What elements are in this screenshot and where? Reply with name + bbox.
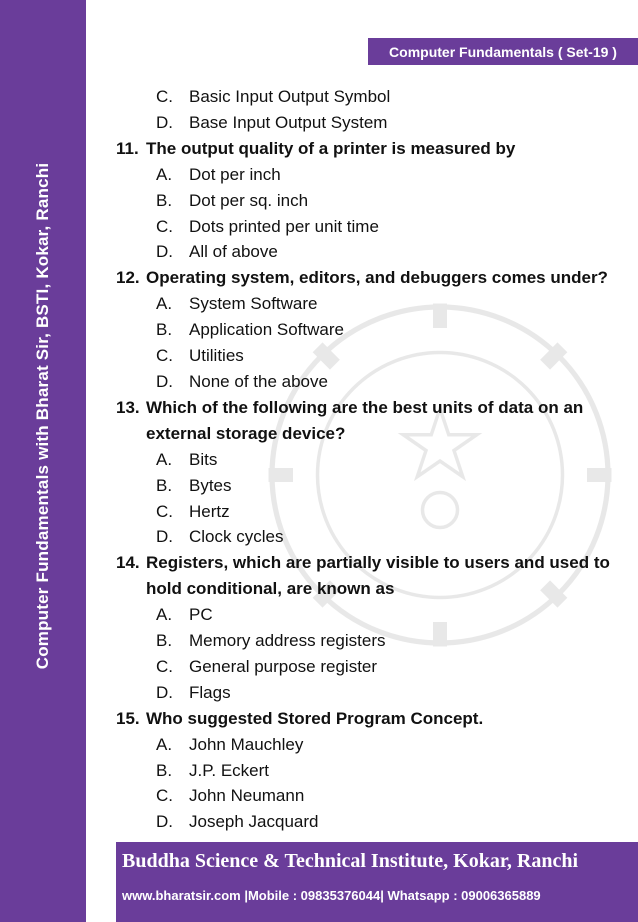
- question-number: 12.: [116, 268, 140, 288]
- option-text: Dot per inch: [189, 164, 281, 184]
- option-item: [116, 162, 616, 188]
- question-number: 13.: [116, 397, 140, 417]
- option-item: [116, 214, 616, 240]
- option-text: Basic Input Output Symbol: [189, 87, 391, 106]
- option-text: Clock cycles: [189, 527, 284, 547]
- footer-contact: www.bharatsir.com |Mobile : 09835376044| Whatsapp : 09006365889: [122, 888, 541, 903]
- question-list: [116, 84, 616, 835]
- question-item: [116, 706, 616, 732]
- option-item: [116, 291, 616, 317]
- option-item: [116, 732, 616, 758]
- sidebar: [0, 0, 86, 922]
- sidebar-title: Computer Fundamentals with Bharat Sir, BSTI, Kokar, Ranchi: [33, 162, 52, 670]
- option-letter: A.: [156, 605, 173, 625]
- option-text: J.P. Eckert: [189, 760, 269, 780]
- option-text: Utilities: [189, 346, 244, 366]
- option-letter: D.: [156, 682, 173, 702]
- question-number: 15.: [116, 708, 140, 728]
- option-text: None of the above: [189, 371, 328, 391]
- option-text: Dots printed per unit time: [189, 216, 379, 236]
- option-letter: A.: [156, 294, 173, 314]
- option-text: Flags: [189, 682, 231, 702]
- option-item: [116, 317, 616, 343]
- question-text: The output quality of a printer is measured by: [146, 138, 516, 158]
- option-text: System Software: [189, 294, 318, 314]
- option-item: [116, 654, 616, 680]
- option-item: [116, 369, 616, 395]
- option-item: [116, 602, 616, 628]
- option-item: [116, 809, 616, 835]
- option-letter: D.: [156, 242, 173, 262]
- option-item: [116, 110, 616, 136]
- question-item: [116, 265, 616, 291]
- option-letter: A.: [156, 449, 173, 469]
- option-text: Joseph Jacquard: [189, 812, 319, 832]
- option-letter: B.: [156, 760, 173, 780]
- option-text: Bits: [189, 449, 218, 469]
- header-title: Computer Fundamentals ( Set-19 ): [368, 38, 638, 65]
- option-text: Hertz: [189, 501, 230, 521]
- option-text: Dot per sq. inch: [189, 190, 309, 210]
- option-letter: D.: [156, 112, 173, 132]
- question-text: Who suggested Stored Program Concept.: [146, 708, 484, 728]
- option-letter: A.: [156, 164, 173, 184]
- question-text: Which of the following are the best units of data on an external storage device?: [146, 397, 584, 443]
- option-letter: C.: [156, 786, 173, 806]
- option-text: Memory address registers: [189, 631, 386, 651]
- option-item: [116, 447, 616, 473]
- option-item: [116, 628, 616, 654]
- option-text: Application Software: [189, 320, 344, 340]
- option-text: Base Input Output System: [189, 112, 388, 132]
- option-letter: B.: [156, 190, 173, 210]
- option-letter: D.: [156, 527, 173, 547]
- option-text: John Neumann: [189, 786, 305, 806]
- option-letter: B.: [156, 631, 173, 651]
- question-item: [116, 136, 616, 162]
- question-text: Operating system, editors, and debuggers comes under?: [146, 268, 608, 288]
- option-item: [116, 239, 616, 265]
- option-item: [116, 758, 616, 784]
- option-letter: A.: [156, 734, 173, 754]
- question-number: 14.: [116, 553, 140, 573]
- footer-title: Buddha Science & Technical Institute, Kokar, Ranchi: [122, 850, 579, 872]
- option-item: [116, 680, 616, 706]
- question-item: [116, 550, 616, 602]
- option-text: PC: [189, 605, 213, 625]
- option-letter: C.: [156, 501, 173, 521]
- option-item: [116, 84, 616, 110]
- option-letter: C.: [156, 87, 173, 106]
- option-letter: B.: [156, 320, 173, 340]
- option-text: All of above: [189, 242, 278, 262]
- option-text: John Mauchley: [189, 734, 304, 754]
- question-item: [116, 395, 616, 447]
- question-number: 11.: [116, 138, 139, 158]
- footer: [116, 842, 638, 922]
- option-letter: C.: [156, 216, 173, 236]
- option-letter: C.: [156, 656, 173, 676]
- option-item: [116, 524, 616, 550]
- option-letter: D.: [156, 371, 173, 391]
- option-text: Bytes: [189, 475, 232, 495]
- option-letter: D.: [156, 812, 173, 832]
- option-item: [116, 188, 616, 214]
- option-letter: B.: [156, 475, 173, 495]
- option-letter: C.: [156, 346, 173, 366]
- option-item: [116, 499, 616, 525]
- question-text: Registers, which are partially visible to users and used to hold conditional, are known as: [146, 553, 610, 599]
- option-text: General purpose register: [189, 656, 378, 676]
- option-item: [116, 783, 616, 809]
- option-item: [116, 473, 616, 499]
- option-item: [116, 343, 616, 369]
